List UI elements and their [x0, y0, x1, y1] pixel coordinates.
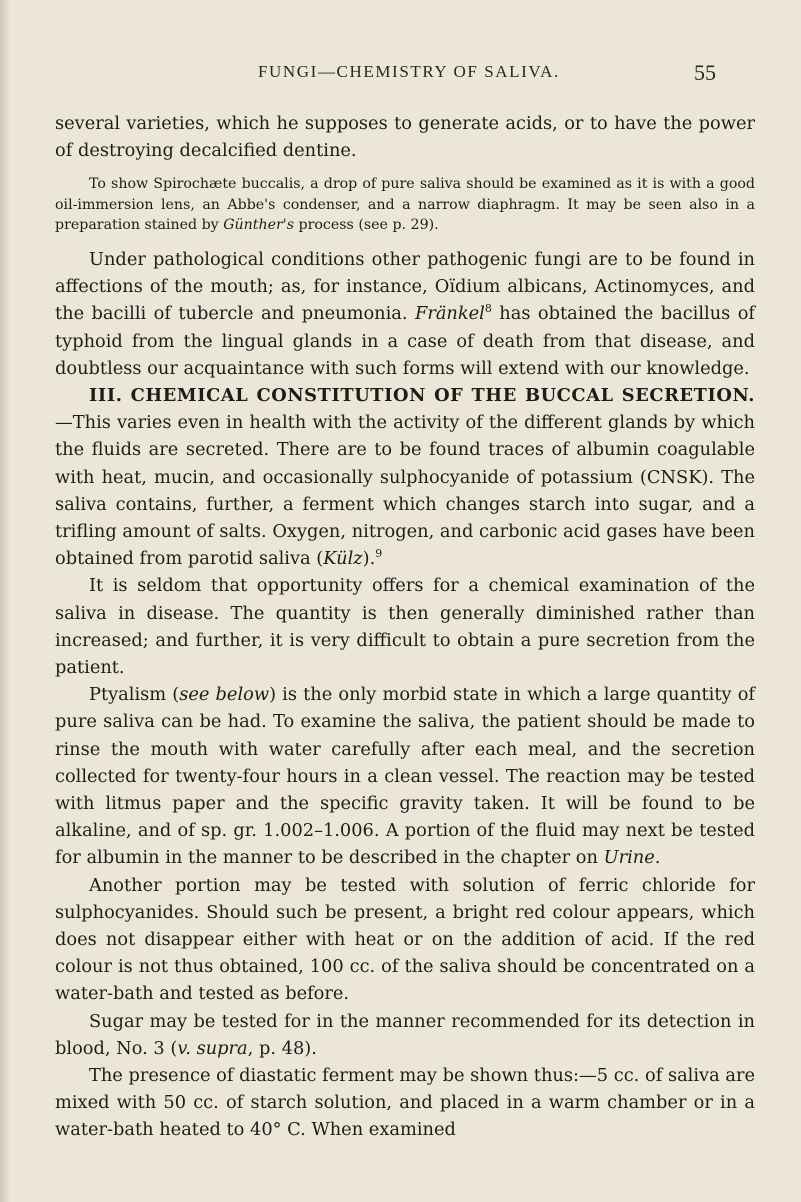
running-title: FUNGI—CHEMISTRY OF SALIVA. — [258, 62, 560, 81]
paragraph-ferric-chloride: Another portion may be tested with solution of ferric chloride for sulphocyanides. Should such be present, a bright red colour appears, which does not disappear either with heat or on the addition of acid. If the red colour is not thus obtained, 100 cc. of the saliva should be concentrated on a water-bath and tested as before. — [55, 874, 755, 1005]
section-chemical-constitution: III. CHEMICAL CONSTITUTION OF THE BUCCAL SECRETION.—This varies even in health with the activity of the different glands by which the fluids are secreted. There are to be found traces of albumin coagulable with heat, mucin, and occasionally sulphocyanide of potassium (CNSK). The saliva contains, further, a ferment which changes starch into sugar, and a trifling amount of salts. Oxygen, nitrogen, and carbonic acid gases have been obtained from parotid saliva (Külz).$^9$ — [55, 384, 755, 570]
footnote-ref-8: 8 — [484, 302, 492, 316]
binding-shadow — [0, 0, 10, 1202]
author-kulz: Külz — [323, 548, 363, 570]
urine-chapter: Urine — [603, 847, 655, 869]
paragraph-seldom: It is seldom that opportunity offers for a chemical examination of the saliva in disease. The quantity is then generally diminished rather than increased; and further, it is very difficult to obtain a pure secretion from the patient. — [55, 575, 755, 678]
author-frankel: Fränkel — [414, 303, 485, 325]
footnote-ref-9: 9 — [375, 547, 383, 561]
page-body — [55, 110, 755, 1144]
v-supra: v. supra — [177, 1037, 248, 1059]
paragraph-pathogenic-fungi: Under pathological conditions other pathogenic fungi are to be found in affections of the mouth; as, for instance, Oïdium albicans, Actinomyces, and the bacilli of tubercle and pneumonia. Fränkel$^8$ has obtained the bacillus of typhoid from the lingual glands in a case of death from that disease, and doubtless our acquaintance with such forms will extend with our knowledge. — [55, 248, 755, 379]
page-number: 55 — [694, 60, 716, 85]
note-author: Günther's — [223, 217, 294, 234]
paragraph-continuation: several varieties, which he supposes to generate acids, or to have the power of destroying decalcified dentine. — [55, 113, 755, 162]
small-print-note: To show Spirochæte buccalis, a drop of pure saliva should be examined as it is with a good oil-immersion lens, an Abbe's condenser, and a narrow diaphragm. It may be seen also in a preparation stained by Günther's process (see p. 29). — [55, 176, 755, 234]
section-heading: III. CHEMICAL CONSTITUTION OF THE BUCCAL SECRETION. — [89, 384, 755, 406]
see-below: see below — [179, 684, 270, 706]
paragraph-ptyalism: Ptyalism (see below) is the only morbid state in which a large quantity of pure saliva can be had. To examine the saliva, the patient should be made to rinse the mouth with water carefully after each meal, and the secretion collected for twenty-four hours in a clean vessel. The reaction may be tested with litmus paper and the specific gravity taken. It will be found to be alkaline, and of sp. gr. 1.002–1.006. A portion of the fluid may next be tested for albumin in the manner to be described in the chapter on Urine. — [55, 684, 756, 869]
page-header — [0, 60, 801, 90]
paragraph-sugar: Sugar may be tested for in the manner recommended for its detection in blood, No. 3 (v. supra, p. 48). — [55, 1010, 755, 1059]
paragraph-diastatic-ferment: The presence of diastatic ferment may be shown thus:—5 cc. of saliva are mixed with 50 cc. of starch solution, and placed in a warm chamber or in a water-bath heated to 40° C. When examined — [55, 1065, 755, 1141]
